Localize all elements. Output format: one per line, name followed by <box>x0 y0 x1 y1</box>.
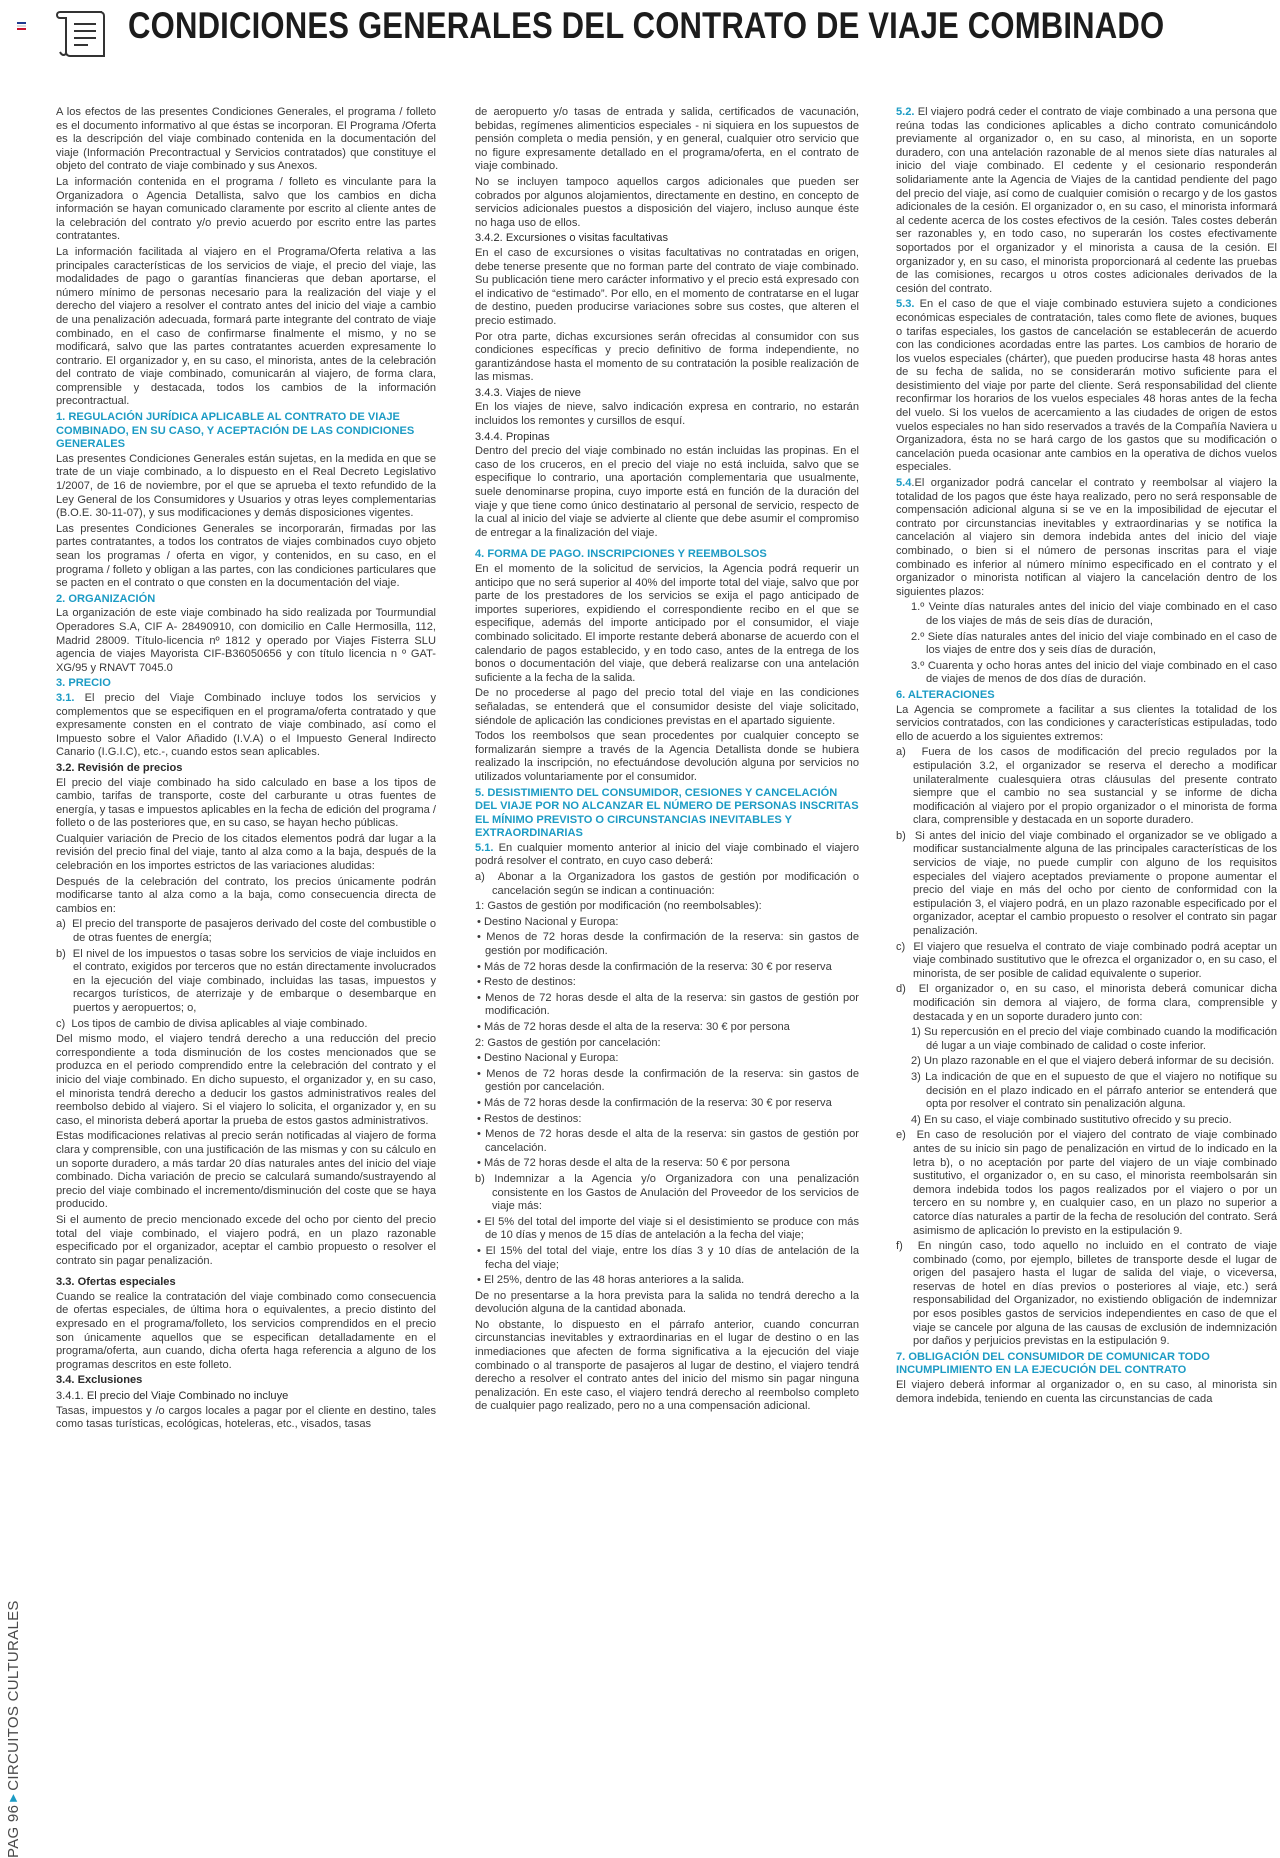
paragraph: No obstante, lo dispuesto en el párrafo anterior, cuando concurran circunstancias inevitables y extraordinarias en el lugar de destino o en las inmediaciones que afecten de forma significativa a la ejecución del viaje combinado o al transporte de pasajeros al lugar de destino, el viajero tendrá derecho a resolver el contrato antes del inicio del mismo sin pagar ninguna penalización. En este caso, el viajero tendrá derecho al reembolso completo de cualquier pago realizado, pero no a una compensación adicional. <box>475 1318 859 1413</box>
page-footer-vertical <box>4 1600 24 1858</box>
paragraph <box>56 692 436 760</box>
paragraph: de aeropuerto y/o tasas de entrada y salida, certificados de vacunación, bebidas, regímenes alimenticios especiales - ni siquiera en los supuestos de pensión completa o media pensión, y en general, cualquier otro servicio que no figure expresamente detallado en el programa/oferta, en el contrato de viaje combinado. <box>475 106 859 173</box>
clause-number: 3.1. <box>56 691 75 704</box>
paragraph: El precio del viaje combinado ha sido calculado en base a los tipos de cambio, tarifas de transporte, coste del carburante u otras fuentes de energía, y tasas e impuestos aplicables en la fecha de edición del programa / folleto o de las posteriores que, en su caso, se hayan hecho públicas. <box>56 776 436 830</box>
section-heading-3: 3. PRECIO <box>56 677 111 690</box>
bullet-item: • El 15% del total del viaje, entre los días 3 y 10 días de antelación de la fecha del viaje; <box>477 1244 859 1271</box>
list-item: a) Abonar a la Organizadora los gastos de gestión por modificación o cancelación según se indican a continuación: <box>475 871 859 897</box>
paragraph: La información contenida en el programa / folleto es vinculante para la Organizadora o Agencia Detallista, salvo que los cambios en dicha información se hayan comunicado claramente por escrito al cliente antes de la celebración del contrato y/o previo acuerdo por escrito entre las partes contratantes. <box>56 175 436 243</box>
subsection-heading: 3.4.4. Propinas <box>475 430 550 443</box>
list-item: 3.º Cuarenta y ocho horas antes del inicio del viaje combinado en el caso de viajes de menos de dos días de duración. <box>911 659 1277 686</box>
paragraph <box>896 298 1277 475</box>
list-item: c) Los tipos de cambio de divisa aplicables al viaje combinado. <box>56 1017 368 1030</box>
section-name: CIRCUITOS CULTURALES <box>5 1600 22 1791</box>
separator-icon: ▶ <box>8 1793 20 1802</box>
bullet-item: • Destino Nacional y Europa: <box>477 915 619 928</box>
paragraph: Todos los reembolsos que sean procedentes por cualquier concepto se formalizarán siempre a través de la Agencia Detallista donde se hubiera realizado la inscripción, no efectuándose devolución alguna por servicios no utilizados voluntariamente por el consumidor. <box>475 730 859 783</box>
subsection-heading: 3.4.1. El precio del Viaje Combinado no incluye <box>56 1390 289 1403</box>
clause-number: 5.3. <box>896 298 915 311</box>
bullet-item: • Menos de 72 horas desde la confirmación de la reserva: sin gastos de gestión por cancelación. <box>477 1067 859 1094</box>
subsection-heading: 3.3. Ofertas especiales <box>56 1276 176 1289</box>
bullet-item: • Restos de destinos: <box>477 1112 582 1125</box>
list-item: f) En ningún caso, todo aquello no incluido en el contrato de viaje combinado (como, por ejemplo, billetes de transporte desde el lugar de origen del pasajero hasta el lugar de salida del viaje, o viceversa, reservas de hotel en días previos o posteriores al viaje, etc.) será responsabilidad del Organizador, no existiendo obligación de indemnizar por esos posibles gastos de servicios independientes en caso de que el viaje se cancele por alguna de las causas de exclusión de indemnización por daños y perjuicios previstas en la estipulación 9. <box>896 1240 1277 1348</box>
subsection-heading: 3.4. Exclusiones <box>56 1374 143 1387</box>
section-heading-4: 4. FORMA DE PAGO. INSCRIPCIONES Y REEMBOLSOS <box>475 548 767 561</box>
subsection-heading: 3.4.3. Viajes de nieve <box>475 386 581 399</box>
list-item: 1.º Veinte días naturales antes del inicio del viaje combinado en el caso de los viajes de más de seis días de duración, <box>911 601 1277 627</box>
paragraph: De no procederse al pago del precio total del viaje en las condiciones señaladas, se entenderá que el consumidor desiste del viaje solicitado, siéndole de aplicación las condiciones previstas en el apartado siguiente. <box>475 687 859 727</box>
paragraph: Dentro del precio del viaje combinado no están incluidas las propinas. En el caso de los cruceros, en el precio del viaje no está incluida, salvo que se especifique lo contrario, una aportación complementaria que usualmente, suele denominarse propina, cuyo importe está en función de la duración del viaje y que tiene como único destinatario al personal de servicio, respecto de la cual al inicio del viaje se advierte al cliente que debe asumir el compromiso de entregar a la finalización del viaje. <box>475 445 859 539</box>
bullet-item: • Menos de 72 horas desde el alta de la reserva: sin gastos de gestión por modificación. <box>477 991 859 1018</box>
bullet-item: • Más de 72 horas desde la confirmación de la reserva: 30 € por reserva <box>477 960 832 973</box>
list-item: c) El viajero que resuelva el contrato de viaje combinado podrá aceptar un viaje combinado sustitutivo que le ofrezca el organizador o, en su caso, el minorista, de ser posible de calidad equivalente o superior. <box>896 940 1277 980</box>
paragraph: La información facilitada al viajero en el Programa/Oferta relativa a las principales características de los servicios de viaje, el precio del viaje, las modalidades de pago o garantías financieras que deban aportarse, el número mínimo de personas necesario para la realización del viaje y el derecho del viajero a resolver el contrato antes del inicio del viaje a cambio de una penalización adecuada, formará parte integrante del contrato de viaje combinado, en el caso de confirmarse finalmente el mismo, y no se modificará, salvo que las partes contratantes acuerden expresamente lo contrario. El organizador y, en su caso, el minorista, antes de la celebración del contrato de viaje combinado, comunicarán al viajero, de forma clara, comprensible y destacada, todos los cambios de la información precontractual. <box>56 245 436 408</box>
paragraph: Si el aumento de precio mencionado excede del ocho por ciento del precio total del viaje combinado, el viajero podrá, en un plazo razonable especificado por el organizador, aceptar el cambio propuesto o resolver el contrato sin pagar penalización. <box>56 1213 436 1267</box>
list-item: 1) Su repercusión en el precio del viaje combinado cuando la modificación dé lugar a un viaje combinado de calidad o coste inferior. <box>911 1026 1277 1052</box>
paragraph: La organización de este viaje combinado ha sido realizada por Tourmundial Operadores S.A, CIF A- 28490910, con domicilio en Calle Hermosilla, 112, Madrid 28009. Título-licencia nº 1812 y operado por Viajes Fisterra SLU agencia de viajes Mayorista CIF-B36050656 y con título licencia n º GAT-XG/95 y RNAVT 7045.0 <box>56 607 436 674</box>
list-item: 4) En su caso, el viaje combinado sustitutivo ofrecido y su precio. <box>911 1113 1232 1126</box>
clause-text: .El organizador podrá cancelar el contrato y reembolsar al viajero la totalidad de los pagos que éste haya realizado, pero no será responsable de compensación adicional alguna si se ve en la imposibilidad de ejecutar el contrato por circunstancias inevitables y extraordinarias y se notifica la cancelación al viajero sin demora indebida antes del inicio del viaje combinado, o bien si el número de personas inscritas para el viaje combinado es inferior al número mínimo especificado en el contrato y el organizador o minorista notifican al viajero la cancelación dentro de los siguientes plazos: <box>896 477 1277 598</box>
list-item: d) El organizador o, en su caso, el minorista deberá comunicar dicha modificación sin demora al viajero, de forma clara, comprensible y destacada y en un soporte duradero junto con: <box>896 983 1277 1023</box>
paragraph: Tasas, impuestos y /o cargos locales a pagar por el cliente en destino, tales como tasas turísticas, ecológicas, hoteleras, etc., visados, tasas <box>56 1404 436 1431</box>
paragraph: Del mismo modo, el viajero tendrá derecho a una reducción del precio correspondiente a toda disminución de los costes mencionados que se produzca en el periodo comprendido entre la celebración del contrato y el inicio del viaje combinado. En dicho supuesto, el organizador y, en su caso, el minorista tendrá derecho a deducir los gastos administrativos reales del reembolso debido al viajero. Si el viajero lo solicita, el organizador y, en su caso, el minorista deberá aportar la prueba de estos gastos administrativos. <box>56 1033 436 1127</box>
bullet-item: • El 25%, dentro de las 48 horas anteriores a la salida. <box>477 1274 745 1287</box>
section-heading-6: 6. ALTERACIONES <box>896 688 995 701</box>
bullet-item: • Más de 72 horas desde el alta de la reserva: 50 € por persona <box>477 1157 790 1170</box>
column-3 <box>896 106 1277 1850</box>
paragraph: De no presentarse a la hora prevista para la salida no tendrá derecho a la devolución alguna de la cantidad abonada. <box>475 1289 859 1316</box>
paragraph: No se incluyen tampoco aquellos cargos adicionales que pueden ser cobrados por algunos alojamientos, directamente en destino, en concepto de servicios adicionales puestos a disposición del viajero, incluso aunque éste no haga uso de ellos. <box>475 175 859 229</box>
page-number: PAG 96 <box>5 1804 22 1858</box>
clause-text: En cualquier momento anterior al inicio del viaje combinado el viajero podrá resolver el contrato, en cuyo caso deberá: <box>475 841 859 868</box>
paragraph: Por otra parte, dichas excursiones serán ofrecidas al consumidor con sus condiciones específicas y precio definitivo de forma independiente, no garantizándose hasta el momento de su contratación la posible realización de las mismas. <box>475 330 859 384</box>
bullet-item: • Destino Nacional y Europa: <box>477 1052 619 1065</box>
paragraph: En los viajes de nieve, salvo indicación expresa en contrario, no estarán incluidos los remontes y cursillos de esquí. <box>475 401 859 428</box>
clause-text: El viajero podrá ceder el contrato de viaje combinado a una persona que reúna todas las condiciones aplicables a dicho contrato comunicándolo previamente al organizador o, en su caso, al minorista, en un soporte duradero, con una antelación razonable de al menos siete días naturales al inicio del viaje combinado. El cedente y el cesionario responderán solidariamente ante la Agencia de Viajes de la cantidad pendiente del pago del precio del viaje, así como de cualquier comisión o recargo y de los gastos adicionales de la cesión. El organizador o, en su caso, el minorista informará al cedente acerca de los costes efectivos de la cesión. Tales costes deberán ser razonables y, en todo caso, no superarán los costes efectivamente soportados por el organizador y el minorista a causa de la cesión. El organizador y, en su caso, el minorista proporcionará al cedente las pruebas de las comisiones, recargos u otros costes adicionales derivados de la cesión del contrato. <box>896 106 1277 295</box>
bullet-item: • El 5% del total del importe del viaje si el desistimiento se produce con más de 10 días y menos de 15 días de antelación a la fecha del viaje; <box>477 1215 859 1242</box>
bullet-item: • Resto de destinos: <box>477 976 576 989</box>
list-item: b) El nivel de los impuestos o tasas sobre los servicios de viaje incluidos en el contrato, exigidos por terceros que no están directamente involucrados en la ejecución del viaje combinado, incluidas las tasas, impuestos y recargos turísticos, de aterrizaje y de embarque o desembarque en puertos y aeropuertos; o, <box>56 947 436 1014</box>
clause-number: 5.4 <box>896 477 912 490</box>
paragraph: En el caso de excursiones o visitas facultativas no contratadas en origen, debe tenerse presente que no forman parte del contrato de viaje combinado. Su publicación tiene mero carácter informativo y el precio está expresado con el indicativo de “estimado”. Por ello, en el momento de contratarse en el lugar de destino, pueden producirse variaciones sobre sus costes, que alteren el precio estimado. <box>475 246 859 327</box>
subsection-heading: 3.2. Revisión de precios <box>56 761 183 774</box>
paragraph <box>896 477 1277 599</box>
paragraph <box>896 106 1277 296</box>
list-heading: 1: Gastos de gestión por modificación (no reembolsables): <box>475 900 762 913</box>
list-item: 3) La indicación de que en el supuesto de que el viajero no notifique su decisión en el plazo indicado en el párrafo anterior se entenderá que opta por resolver el contrato sin penalización alguna. <box>911 1070 1277 1111</box>
bullet-item: • Más de 72 horas desde el alta de la reserva: 30 € por persona <box>477 1021 790 1033</box>
page-title: CONDICIONES GENERALES DEL CONTRATO DE VIAJE COMBINADO <box>128 5 1165 46</box>
list-item: 2.º Siete días naturales antes del inicio del viaje combinado en el caso de los viajes de entre dos y seis días de duración, <box>911 630 1277 657</box>
list-item: 2) Un plazo razonable en el que el viajero deberá informar de su decisión. <box>911 1055 1275 1068</box>
section-heading-5: 5. DESISTIMIENTO DEL CONSUMIDOR, CESIONES Y CANCELACIÓN DEL VIAJE POR NO ALCANZAR EL NÚMERO DE PERSONAS INSCRITAS EL MÍNIMO PREVISTO O CIRCUNSTANCIAS INEVITABLES Y EXTRAORDINARIAS <box>475 786 859 840</box>
subsection-heading: 3.4.2. Excursiones o visitas facultativas <box>475 232 668 245</box>
list-item: a) El precio del transporte de pasajeros derivado del coste del combustible o de otras fuentes de energía; <box>56 918 436 945</box>
list-heading: 2: Gastos de gestión por cancelación: <box>475 1036 661 1049</box>
list-item: b) Si antes del inicio del viaje combinado el organizador se ve obligado a modificar sustancialmente alguna de las principales características de los servicios de viaje, no puede cumplir con alguno de los requisitos especiales del viajero aceptados previamente o propone aumentar el precio del viaje en más del ocho por ciento de conformidad con la estipulación 3, el viajero podrá, en un plazo razonable especificado por el organizador, aceptar el cambio propuesto o resolver el contrato sin pagar penalización. <box>896 829 1277 938</box>
list-item: e) En caso de resolución por el viajero del contrato de viaje combinado antes de su inicio sin pago de penalización en virtud de lo indicado en la letra b), o no aceptación por parte del viajero de un viaje combinado sustitutivo, el organizador o, en su caso, el minorista reembolsarán sin demora indebida todos los pagos realizados por el viajero o por un tercero en su nombre y, en cualquier caso, en un plazo no superior a catorce días naturales a partir de la fecha de resolución del contrato. Será asimismo de aplicación lo previsto en la estipulación 9. <box>896 1129 1277 1237</box>
paragraph <box>475 842 859 869</box>
list-item: a) Fuera de los casos de modificación del precio regulados por la estipulación 3.2, el organizador se reserva el derecho a modificar unilateralmente cualesquiera otras cláusulas del presente contrato siempre que el cambio no sea sustancial y se informe de dicha modificación al viajero por el propio organizador o el minorista de forma clara, comprensible y destacada en un soporte duradero. <box>896 746 1277 827</box>
bullet-item: • Menos de 72 horas desde la confirmación de la reserva: sin gastos de gestión por modificación. <box>477 931 859 958</box>
section-heading-1: 1. REGULACIÓN JURÍDICA APLICABLE AL CONTRATO DE VIAJE COMBINADO, EN SU CASO, Y ACEPTACIÓN DE LAS CONDICIONES GENERALES <box>56 411 415 451</box>
clause-number: 5.1. <box>475 841 494 854</box>
paragraph: A los efectos de las presentes Condiciones Generales, el programa / folleto es el documento informativo al que éstas se incorporan. El Programa /Oferta es la descripción del viaje combinado contenida en la documentación del viaje (Información Precontractual y Servicios contratados) que constituye el objeto del contrato de viaje combinado y sus Anexos. <box>56 106 436 173</box>
paragraph: En el momento de la solicitud de servicios, la Agencia podrá requerir un anticipo que no será superior al 40% del importe total del viaje, salvo que por parte de los prestadores de los servicios se exija el pago anticipado de importes superiores, expidiendo el correspondiente recibo en el que se especifique, además del importe anticipado por el consumidor, el viaje combinado solicitado. El importe restante deberá abonarse de acuerdo con el calendario de pagos establecido, y en todo caso, antes de la entrega de los bonos o documentación del viaje, que deberá realizarse con una antelación suficiente a la fecha de la salida. <box>475 563 859 684</box>
clause-text: En el caso de que el viaje combinado estuviera sujeto a condiciones económicas especiales de contratación, tales como flete de aviones, buques o tarifas especiales, los gastos de cancelación se establecerán de acuerdo con las condiciones acordadas entre las partes. Los cambios de horario de los vuelos especiales (chárter), que pueden producirse hasta 48 horas antes de su fecha de salida, no se considerarán motivo suficiente para el desistimiento del viaje por parte del cliente. Será responsabilidad del cliente reconfirmar los horarios de los vuelos especiales 48 horas antes de la fecha del vuelo. Si los vuelos de acercamiento a las ciudades de origen de estos vuelos especiales no han sido reservados a través de la Compañía Naviera u Organizadora, ésta no se hará cargo de los gastos que su modificación o cancelación pueda ocasionar ante cambios en la operativa de dichos vuelos especiales. <box>896 298 1277 474</box>
column-1 <box>56 106 436 1850</box>
paragraph: Las presentes Condiciones Generales se incorporarán, firmadas por las partes contratantes, a todos los contratos de viajes combinados cuyo objeto sean los programas / oferta en vigor, y contenidos, en su caso, en el programa / folleto y obligan a las partes, con las condiciones particulares que se pacten en el contrato o que consten en la documentación del viaje. <box>56 522 436 590</box>
paragraph: La Agencia se compromete a facilitar a sus clientes la totalidad de los servicios contratados, con las condiciones y características estipuladas, todo ello de acuerdo a los siguientes extremos: <box>896 703 1277 743</box>
paragraph: Las presentes Condiciones Generales están sujetas, en la medida en que se trate de un viaje combinado, a lo dispuesto en el Real Decreto Legislativo 1/2007, de 16 de noviembre, por el que se aprueba el texto refundido de la Ley General de los Consumidores y Usuarios y otras leyes complementarias (B.O.E. 30-11-07), y sus modificaciones y demás disposiciones vigentes. <box>56 452 436 520</box>
paragraph: Cuando se realice la contratación del viaje combinado como consecuencia de ofertas especiales, de última hora o equivalentes, a precio distinto del expresado en el programa/folleto, los servicios comprendidos en el precio son únicamente aquellos que se especifican detalladamente en el programa/oferta, aun cuando, dicha oferta haga referencia a alguno de los programas descritos en este folleto. <box>56 1290 436 1371</box>
paragraph: Cualquier variación de Precio de los citados elementos podrá dar lugar a la revisión del precio final del viaje, tanto al alza como a la baja, después de la celebración en los importes estrictos de las variaciones aludidas: <box>56 832 436 873</box>
paragraph: El viajero deberá informar al organizador o, en su caso, al minorista sin demora indebida, teniendo en cuenta las circunstancias de cada <box>896 1379 1277 1405</box>
bullet-item: • Menos de 72 horas desde el alta de la reserva: sin gastos de gestión por cancelación. <box>477 1128 859 1154</box>
list-item: b) Indemnizar a la Agencia y/o Organizadora con una penalización consistente en los Gastos de Anulación del Proveedor de los servicios de viaje más: <box>475 1172 859 1213</box>
bullet-item: • Más de 72 horas desde la confirmación de la reserva: 30 € por reserva <box>477 1096 832 1109</box>
section-heading-7: 7. OBLIGACIÓN DEL CONSUMIDOR DE COMUNICAR TODO INCUMPLIMIENTO EN LA EJECUCIÓN DEL CONTRATO <box>896 1350 1210 1377</box>
section-heading-2: 2. ORGANIZACIÓN <box>56 592 156 605</box>
language-flag-icon <box>17 22 26 29</box>
column-2 <box>475 106 859 1850</box>
clause-text: El precio del Viaje Combinado incluye todos los servicios y complementos que se especifiquen en el programa/oferta contratado y que expresamente consten en el contrato de viaje combinado, así como el Impuesto sobre el Valor Añadido (I.V.A) o el Impuesto General Indirecto Canario (I.G.I.C), etc.-, cuando estos sean aplicables. <box>56 691 436 759</box>
clause-number: 5.2. <box>896 106 915 118</box>
paragraph: Estas modificaciones relativas al precio serán notificadas al viajero de forma clara y comprensible, con una justificación de las mismas y con su cálculo en un soporte duradero, a más tardar 20 días naturales antes del inicio del viaje combinado. Dicha variación de precio se calculará sumando/sustrayendo al precio del viaje combinado el incremento/disminución del coste que se haya producido. <box>56 1130 436 1211</box>
document-icon <box>52 6 110 58</box>
paragraph: Después de la celebración del contrato, los precios únicamente podrán modificarse tanto al alza como a la baja, como consecuencia directa de cambios en: <box>56 875 436 915</box>
